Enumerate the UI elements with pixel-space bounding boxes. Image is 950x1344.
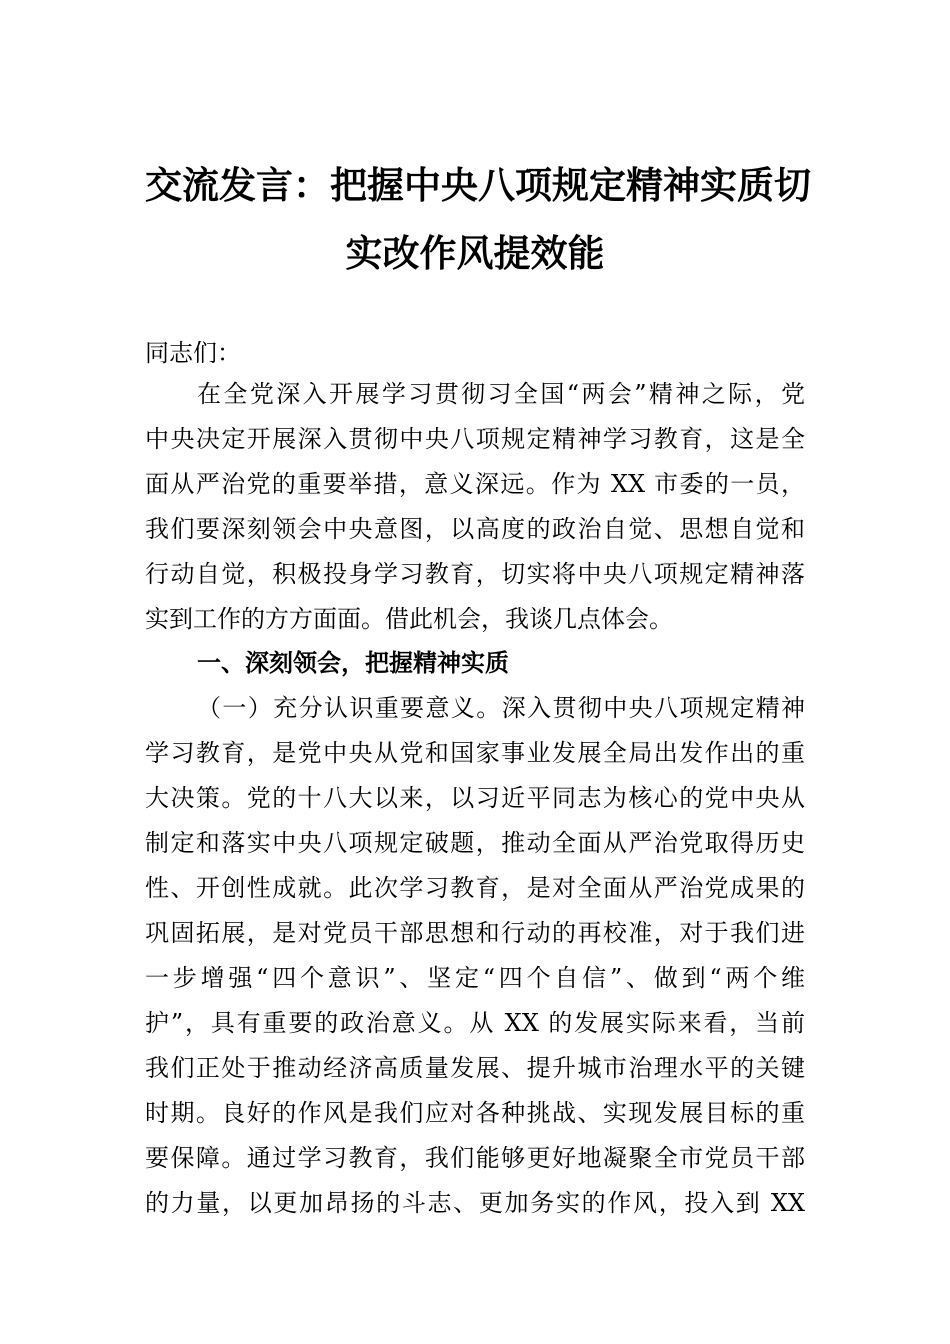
body-line: 的力量，以更加昂扬的斗志、更加务实的作风，投入到 XX	[145, 1189, 805, 1217]
body-line: 时期。良好的作风是我们应对各种挑战、实现发展目标的重	[145, 1099, 805, 1127]
section-heading: 一、深刻领会，把握精神实质	[197, 649, 509, 677]
intro-line: 面从严治党的重要举措，意义深远。作为 XX 市委的一员，	[145, 470, 805, 498]
body-line: 护”，具有重要的政治意义。从 XX 的发展实际来看，当前	[145, 1009, 805, 1037]
subsection-lead: （一）充分认识重要意义。	[197, 694, 502, 722]
body-line: 制定和落实中央八项规定破题，推动全面从严治党取得历史	[145, 829, 805, 857]
subsection-first-line	[197, 686, 805, 731]
body-line: 我们正处于推动经济高质量发展、提升城市治理水平的关键	[145, 1054, 805, 1082]
document-title-line-1: 交流发言：把握中央八项规定精神实质切	[145, 163, 811, 207]
intro-line: 行动自觉，积极投身学习教育，切实将中央八项规定精神落	[145, 560, 805, 588]
body-line: 学习教育，是党中央从党和国家事业发展全局出发作出的重	[145, 739, 805, 767]
intro-line: 在全党深入开展学习贯彻习全国“两会”精神之际，党	[197, 380, 805, 408]
body-line: 巩固拓展，是对党员干部思想和行动的再校准，对于我们进	[145, 919, 805, 947]
subsection-first-line-text: 深入贯彻中央八项规定精神	[501, 694, 806, 722]
salutation: 同志们：	[145, 339, 241, 367]
body-line: 一步增强“四个意识”、坚定“四个自信”、做到“两个维	[145, 964, 805, 992]
document-title-line-2: 实改作风提效能	[345, 231, 605, 275]
intro-line: 中央决定开展深入贯彻中央八项规定精神学习教育，这是全	[145, 425, 805, 453]
body-line: 要保障。通过学习教育，我们能够更好地凝聚全市党员干部	[145, 1144, 805, 1172]
intro-line: 我们要深刻领会中央意图，以高度的政治自觉、思想自觉和	[145, 515, 805, 543]
body-line: 大决策。党的十八大以来，以习近平同志为核心的党中央从	[145, 784, 805, 812]
body-line: 性、开创性成就。此次学习教育，是对全面从严治党成果的	[145, 874, 805, 902]
intro-line: 实到工作的方方面面。借此机会，我谈几点体会。	[145, 605, 673, 633]
